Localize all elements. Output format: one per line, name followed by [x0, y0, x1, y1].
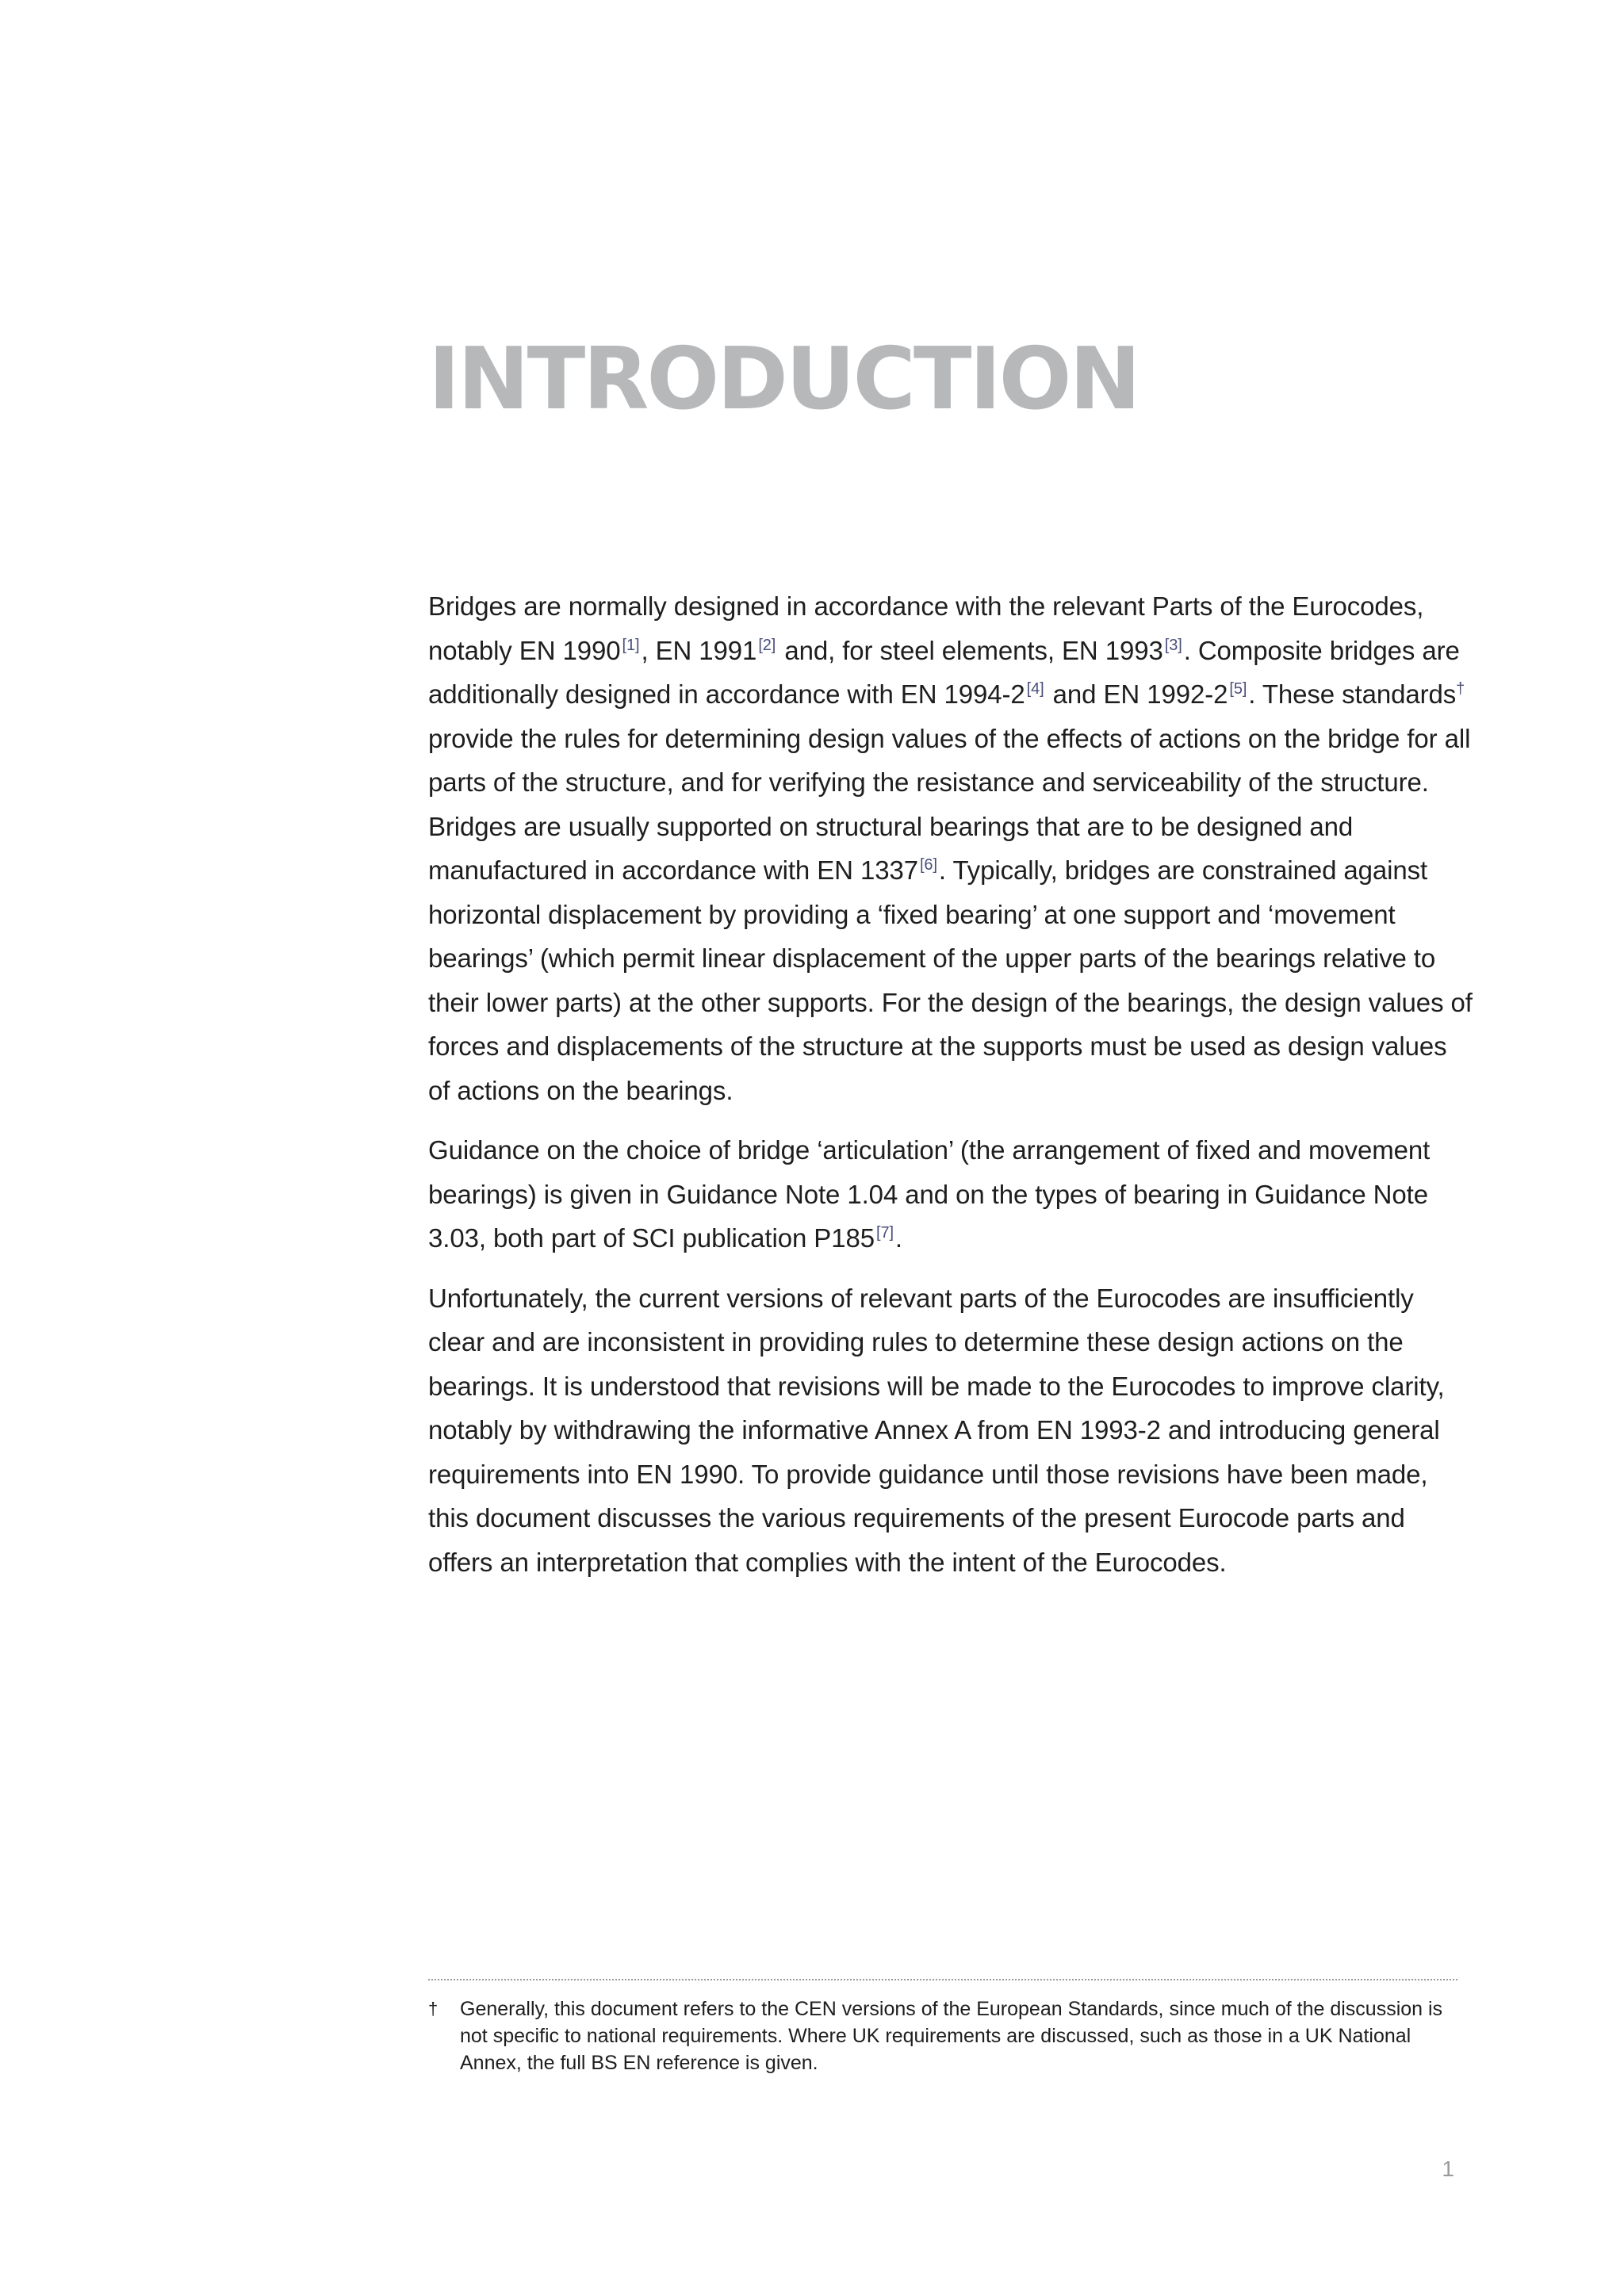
reference-marker: [5]: [1229, 680, 1247, 698]
page-heading: INTRODUCTION: [428, 330, 1139, 429]
footnote-symbol: †: [428, 1999, 439, 2019]
footnote-divider: [428, 1979, 1457, 1980]
reference-marker: [7]: [875, 1224, 894, 1242]
text-run: Unfortunately, the current versions of relevant parts of the Eurocodes are insufficiently clear and are inconsistent in providing rules to determine these design actions on the bearings. It is understood that revisions will be made to the Eurocodes to improve clarity, notably by withdrawing the informative Annex A from EN 1993-2 and introducing general requirements into EN 1990. To provide guidance until those revisions have been made, this document discusses the various requirements of the present Eurocode parts and offers an interpretation that complies with the intent of the Eurocodes.: [428, 1283, 1445, 1577]
page-number: 1: [1442, 2156, 1454, 2181]
text-run: Guidance on the choice of bridge ‘articulation’ (the arrangement of fixed and movement bearings) is given in Guidance Note 1.04 and on the types of bearing in Guidance Note 3.03, both part of SCI publication P185: [428, 1135, 1431, 1253]
reference-marker: [6]: [919, 856, 937, 874]
text-run: . These standards: [1248, 679, 1457, 709]
paragraph-2: [428, 1128, 1475, 1261]
reference-marker: [1]: [622, 636, 640, 654]
footnote-text: Generally, this document refers to the CEN versions of the European Standards, since much of the discussion is not specific to national requirements. Where UK requirements are discussed, such as those in a UK National Annex, the full BS EN reference is given.: [460, 1998, 1443, 2074]
paragraph-1: [428, 584, 1475, 1112]
text-run: , EN 1991: [641, 635, 757, 665]
text-run: .: [894, 1223, 902, 1253]
text-run: . Composite bridges are additionally designed in accordance with EN 1994-2: [428, 635, 1460, 709]
text-run: Bridges are normally designed in accordance with the relevant Parts of the Eurocodes, notably EN 1990: [428, 591, 1424, 665]
footnote-marker: †: [1456, 680, 1465, 698]
reference-marker: [4]: [1026, 680, 1044, 698]
text-run: and EN 1992-2: [1045, 679, 1228, 709]
reference-marker: [3]: [1164, 636, 1182, 654]
text-run: provide the rules for determining design values of the effects of actions on the bridge for all parts of the structure, and for verifying the resistance and serviceability of the structure. Bridges are usually supported on structural bearings that are to be designed and manufactured in accordance with EN 1337: [428, 723, 1471, 885]
reference-marker: [2]: [758, 636, 776, 654]
text-run: . Typically, bridges are constrained against horizontal displacement by providing a ‘fixed bearing’ at one support and ‘movement bearings’ (which permit linear displacement of the upper parts of the bearings relative to their lower parts) at the other supports. For the design of the bearings, the design values of forces and displacements of the structure at the supports must be used as design values of actions on the bearings.: [428, 855, 1473, 1105]
body-text: [428, 584, 1475, 1600]
footnote: [428, 1996, 1459, 2076]
paragraph-3: [428, 1276, 1475, 1585]
text-run: and, for steel elements, EN 1993: [777, 635, 1163, 665]
